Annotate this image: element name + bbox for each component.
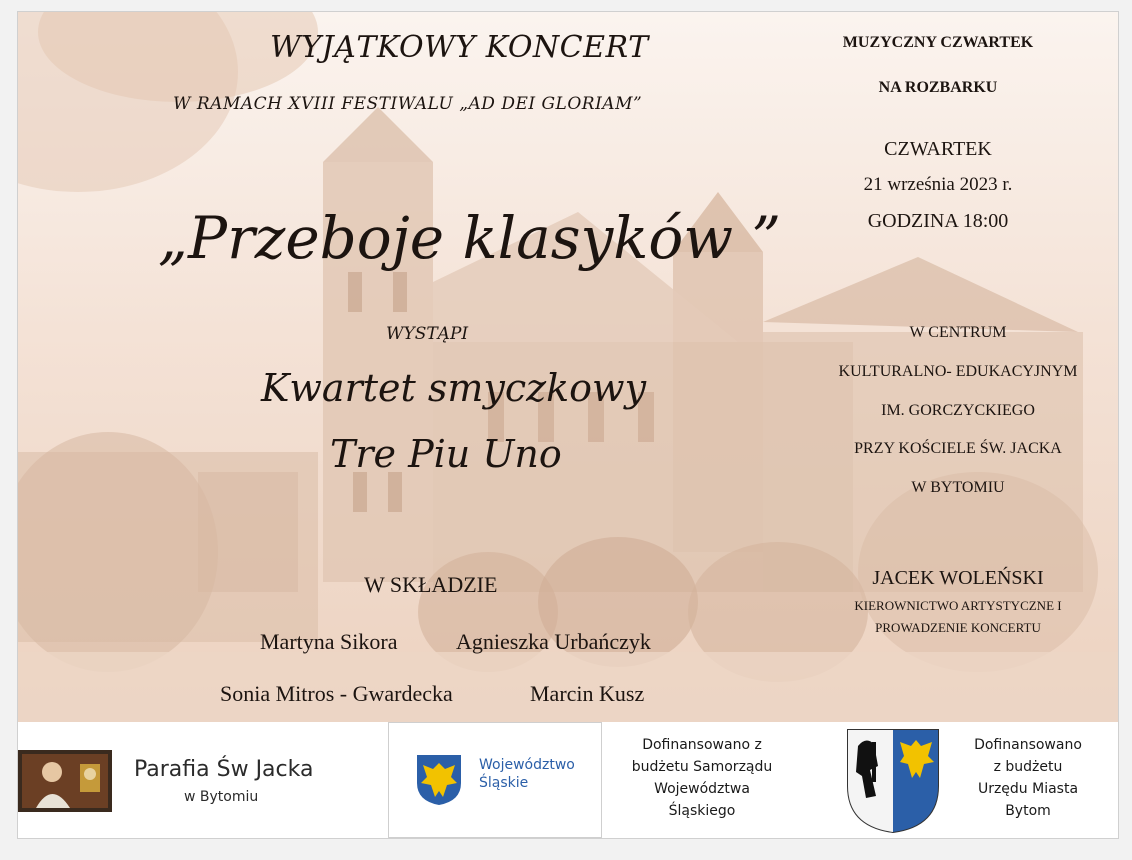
- sponsor-footer: [18, 722, 1118, 838]
- member-name: Marcin Kusz: [530, 681, 645, 706]
- funding-line: Dofinansowano z: [642, 737, 762, 753]
- concert-poster: [17, 11, 1119, 839]
- bytom-crest-icon: [844, 726, 942, 836]
- performer-intro: WYSTĄPI: [386, 324, 469, 344]
- concert-title: „Przeboje klasyków ”: [158, 204, 782, 272]
- parish-logo: [18, 722, 388, 838]
- series-name-line2: NA ROZBARKU: [878, 79, 998, 96]
- church-background-image: [18, 12, 1118, 722]
- event-day: CZWARTEK: [884, 138, 992, 160]
- director-name: JACEK WOLEŃSKI: [872, 567, 1044, 589]
- funding-note-city: [938, 734, 1118, 822]
- event-date: 21 września 2023 r.: [863, 174, 1013, 195]
- festival-subtitle: W RAMACH XVIII FESTIWALU „AD DEI GLORIAM”: [173, 94, 643, 114]
- concert-heading: WYJĄTKOWY KONCERT: [270, 30, 649, 65]
- lineup-label: W SKŁADZIE: [364, 572, 498, 597]
- funding-line: Śląskiego: [668, 803, 736, 819]
- ensemble-name-line1: Kwartet smyczkowy: [261, 366, 647, 410]
- director-role-line1: KIEROWNICTWO ARTYSTYCZNE I: [854, 598, 1062, 613]
- ensemble-name-line2: Tre Piu Uno: [330, 432, 562, 476]
- funding-line: Województwa: [654, 781, 750, 797]
- funding-line: z budżetu: [993, 759, 1063, 775]
- member-name: Sonia Mitros - Gwardecka: [220, 681, 453, 706]
- parish-name: Parafia Św Jacka: [134, 757, 314, 782]
- parish-city: w Bytomiu: [184, 789, 259, 805]
- funding-line: Urzędu Miasta: [977, 781, 1079, 797]
- funding-line: Bytom: [1005, 803, 1051, 819]
- venue-line: IM. GORCZYCKIEGO: [881, 402, 1035, 419]
- eagle-crest-icon: [415, 753, 463, 807]
- saint-icon: [18, 750, 112, 812]
- member-name: Agnieszka Urbańczyk: [456, 629, 651, 654]
- venue-line: W BYTOMIU: [911, 479, 1005, 496]
- venue-line: W CENTRUM: [909, 324, 1007, 341]
- event-time: GODZINA 18:00: [867, 210, 1009, 232]
- member-name: Martyna Sikora: [260, 629, 398, 654]
- voivodeship-logo: [388, 722, 602, 838]
- funding-line: Dofinansowano: [974, 737, 1082, 753]
- voivodeship-name-line2: Śląskie: [479, 775, 529, 791]
- series-name-line1: MUZYCZNY CZWARTEK: [842, 34, 1034, 51]
- voivodeship-name-line1: Województwo: [479, 757, 575, 773]
- funding-note-voivodeship: [602, 734, 802, 822]
- funding-line: budżetu Samorządu: [631, 759, 773, 775]
- venue-line: KULTURALNO- EDUKACYJNYM: [838, 363, 1078, 380]
- director-role-line2: PROWADZENIE KONCERTU: [875, 620, 1041, 635]
- venue-line: PRZY KOŚCIELE ŚW. JACKA: [854, 440, 1062, 457]
